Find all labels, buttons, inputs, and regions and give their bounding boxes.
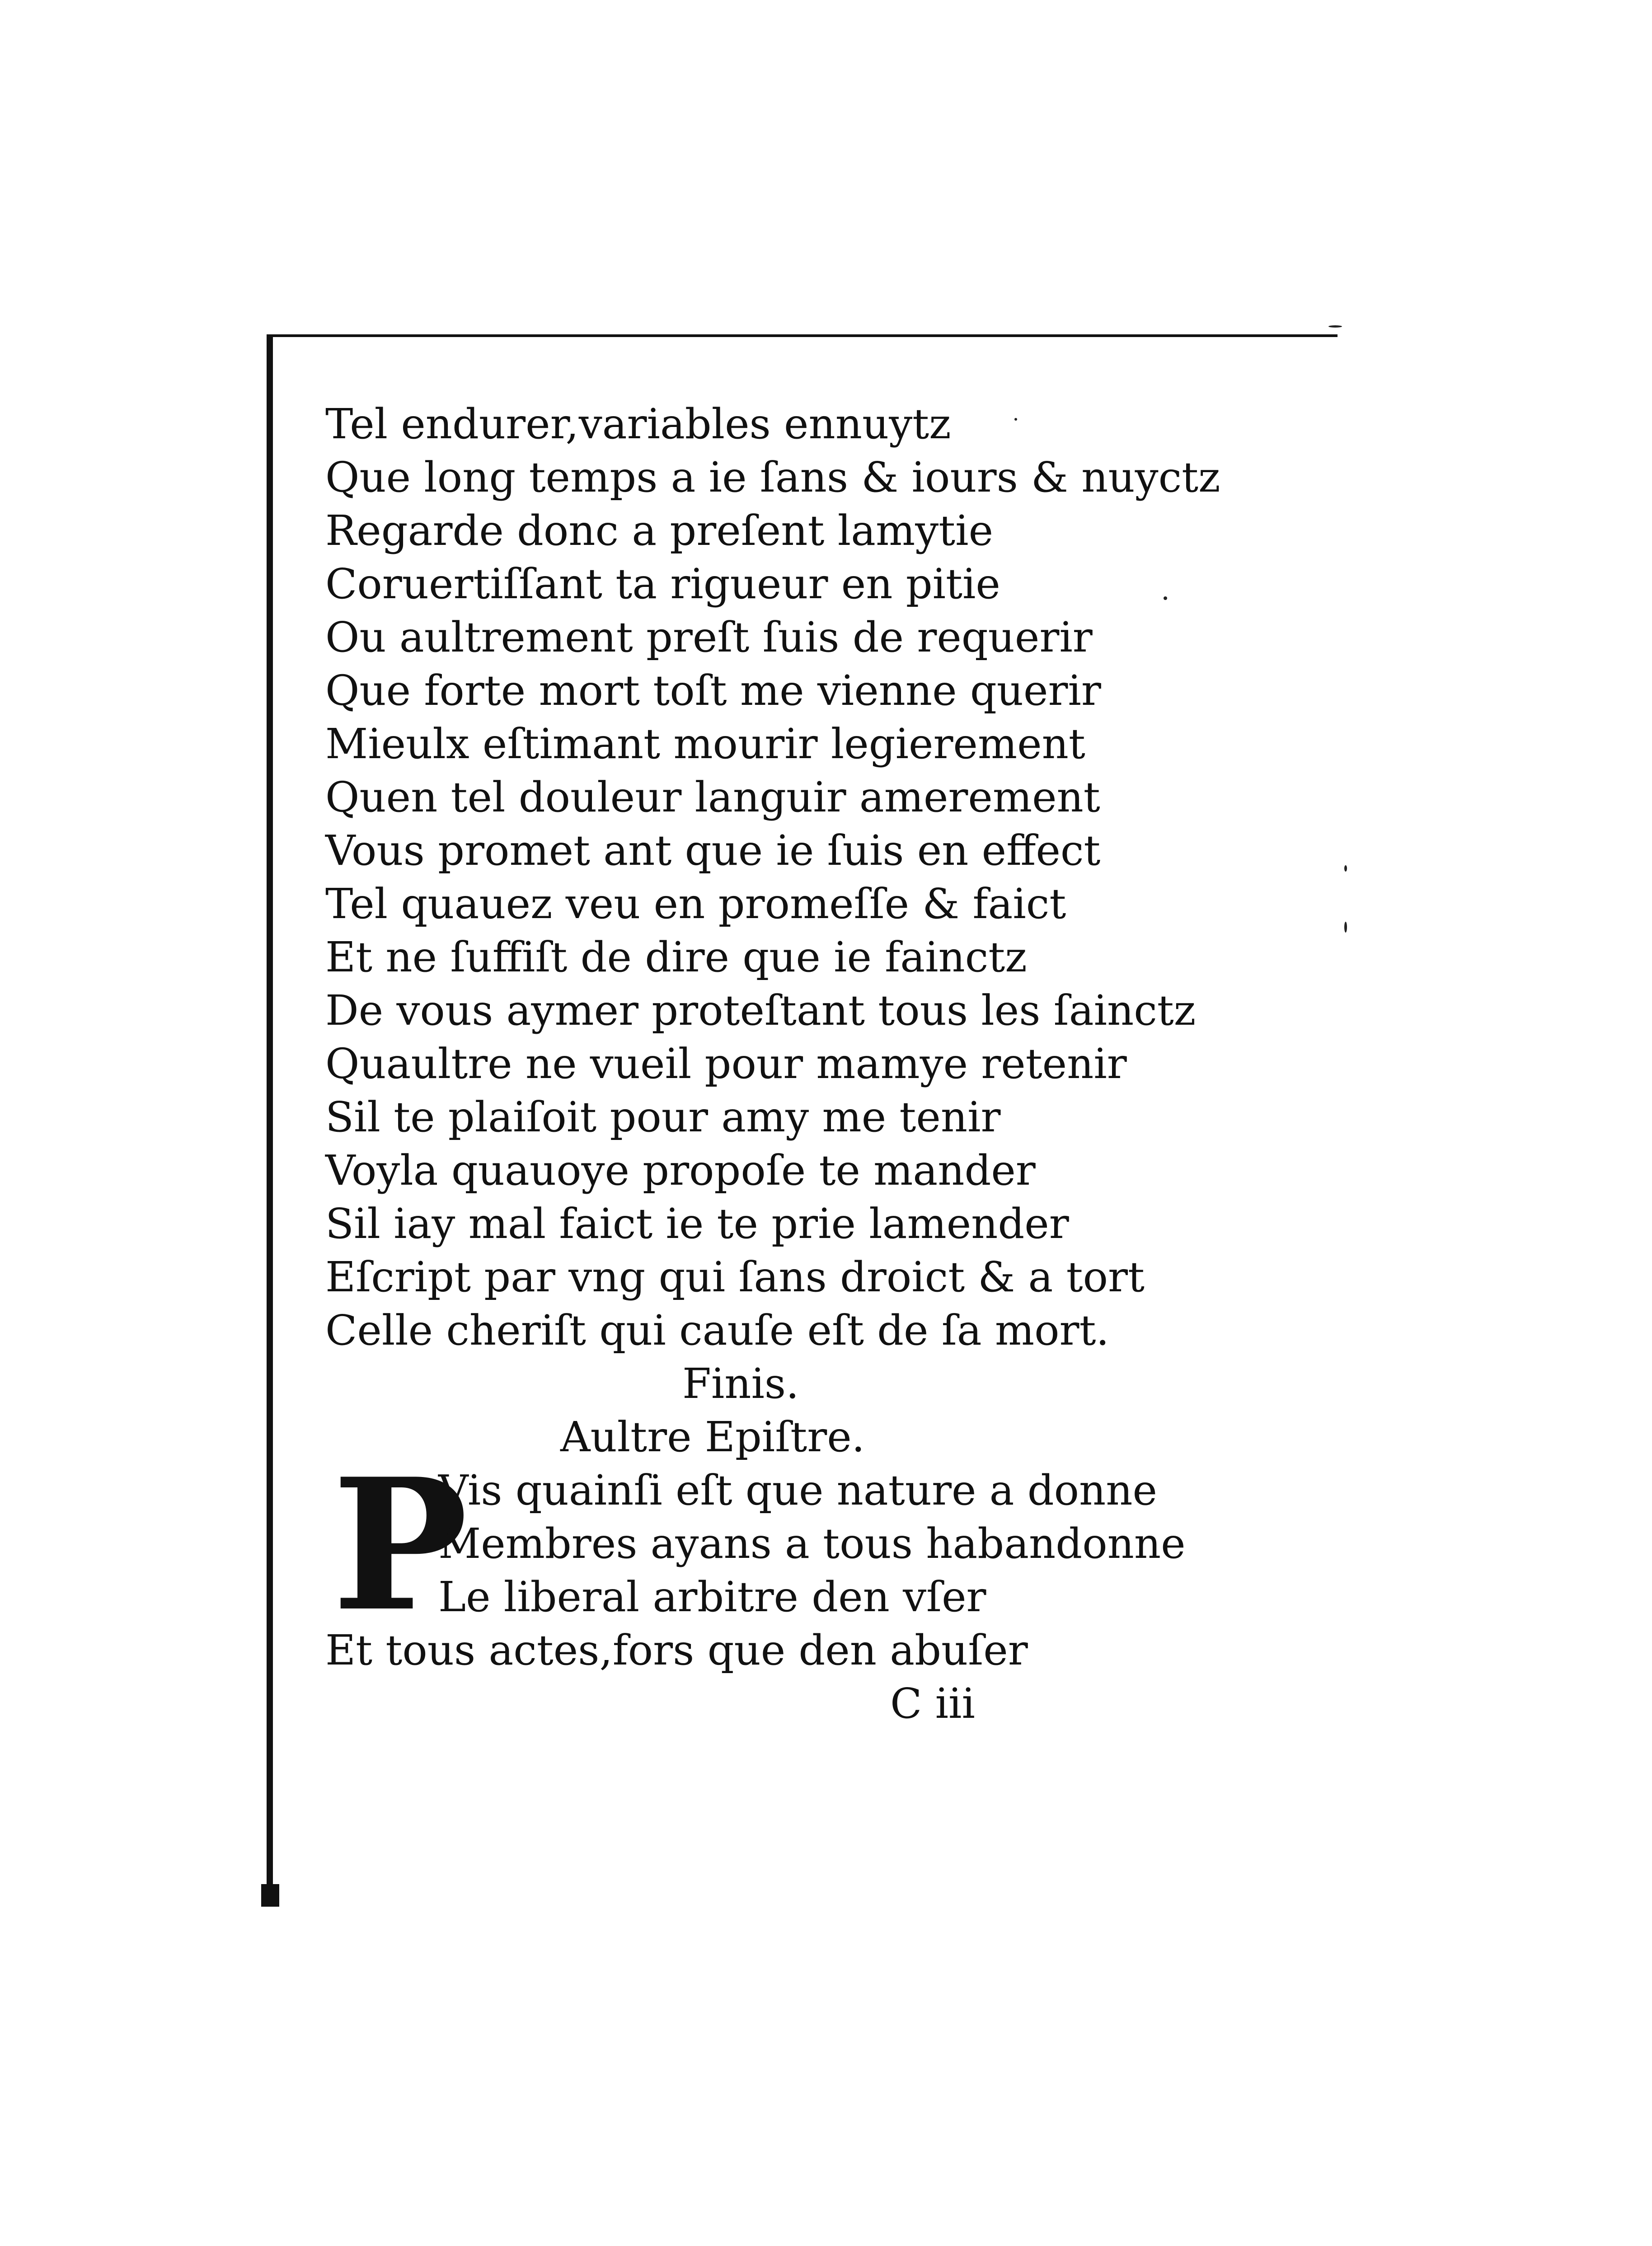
verse-line: Voyla quauoye propoſe te mander	[325, 1146, 1036, 1195]
verse-line: Sil te plaiſoit pour amy me tenir	[325, 1093, 1001, 1141]
verse-line: Sil iay mal faict ie te prie lamender	[325, 1200, 1069, 1248]
verse-line: Tel quauez veu en promeſſe & faict	[325, 880, 1066, 928]
verse-line: Ou aultrement preſt ſuis de requerir	[325, 613, 1093, 661]
verse-line: Eſcript par vng qui ſans droict & a tort	[325, 1253, 1145, 1301]
signature-mark: C iii	[890, 1679, 975, 1728]
left-border-foot	[261, 1884, 279, 1907]
text-block	[325, 398, 1310, 1730]
verse-line: Membres ayans a tous habandonne	[438, 1519, 1186, 1568]
verse-line: De vous aymer proteſtant tous les ſainctz	[325, 986, 1196, 1035]
verse-line: Quaultre ne vueil pour mamye retenir	[325, 1040, 1127, 1088]
left-border-rule	[267, 334, 273, 1907]
verse-line: Tel endurer,variables ennuytz	[325, 400, 951, 448]
drop-cap-lines	[438, 1464, 1186, 1624]
verse-line: Vis quainſi eſt que nature a donne	[438, 1466, 1157, 1515]
top-border-rule	[271, 334, 1338, 337]
verse-line: Et ne ſuffiſt de dire que ie fainctz	[325, 933, 1027, 981]
verse-line: Que long temps a ie ſans & iours & nuyctz	[325, 453, 1220, 502]
verse-line: Regarde donc a preſent lamytie	[325, 506, 994, 555]
drop-cap: P	[332, 1439, 468, 1651]
verse-line: Que forte mort toſt me vienne querir	[325, 666, 1101, 715]
verse-line: Mieulx eſtimant mourir legierement	[325, 720, 1085, 768]
verse-line: Et tous actes,fors que den abuſer	[325, 1626, 1028, 1674]
verse-line: Celle cheriſt qui cauſe eſt de ſa mort.	[325, 1306, 1109, 1355]
verse-line: Le liberal arbitre den vſer	[438, 1573, 986, 1621]
verse-line: Quen tel douleur languir amerement	[325, 773, 1100, 821]
finis-label: Finis.	[682, 1360, 799, 1408]
verse-line: Coruertiſſant ta rigueur en pitie	[325, 560, 1000, 608]
verse-line: Vous promet ant que ie ſuis en effect	[325, 826, 1101, 875]
section-heading: Aultre Epiſtre.	[560, 1413, 865, 1461]
